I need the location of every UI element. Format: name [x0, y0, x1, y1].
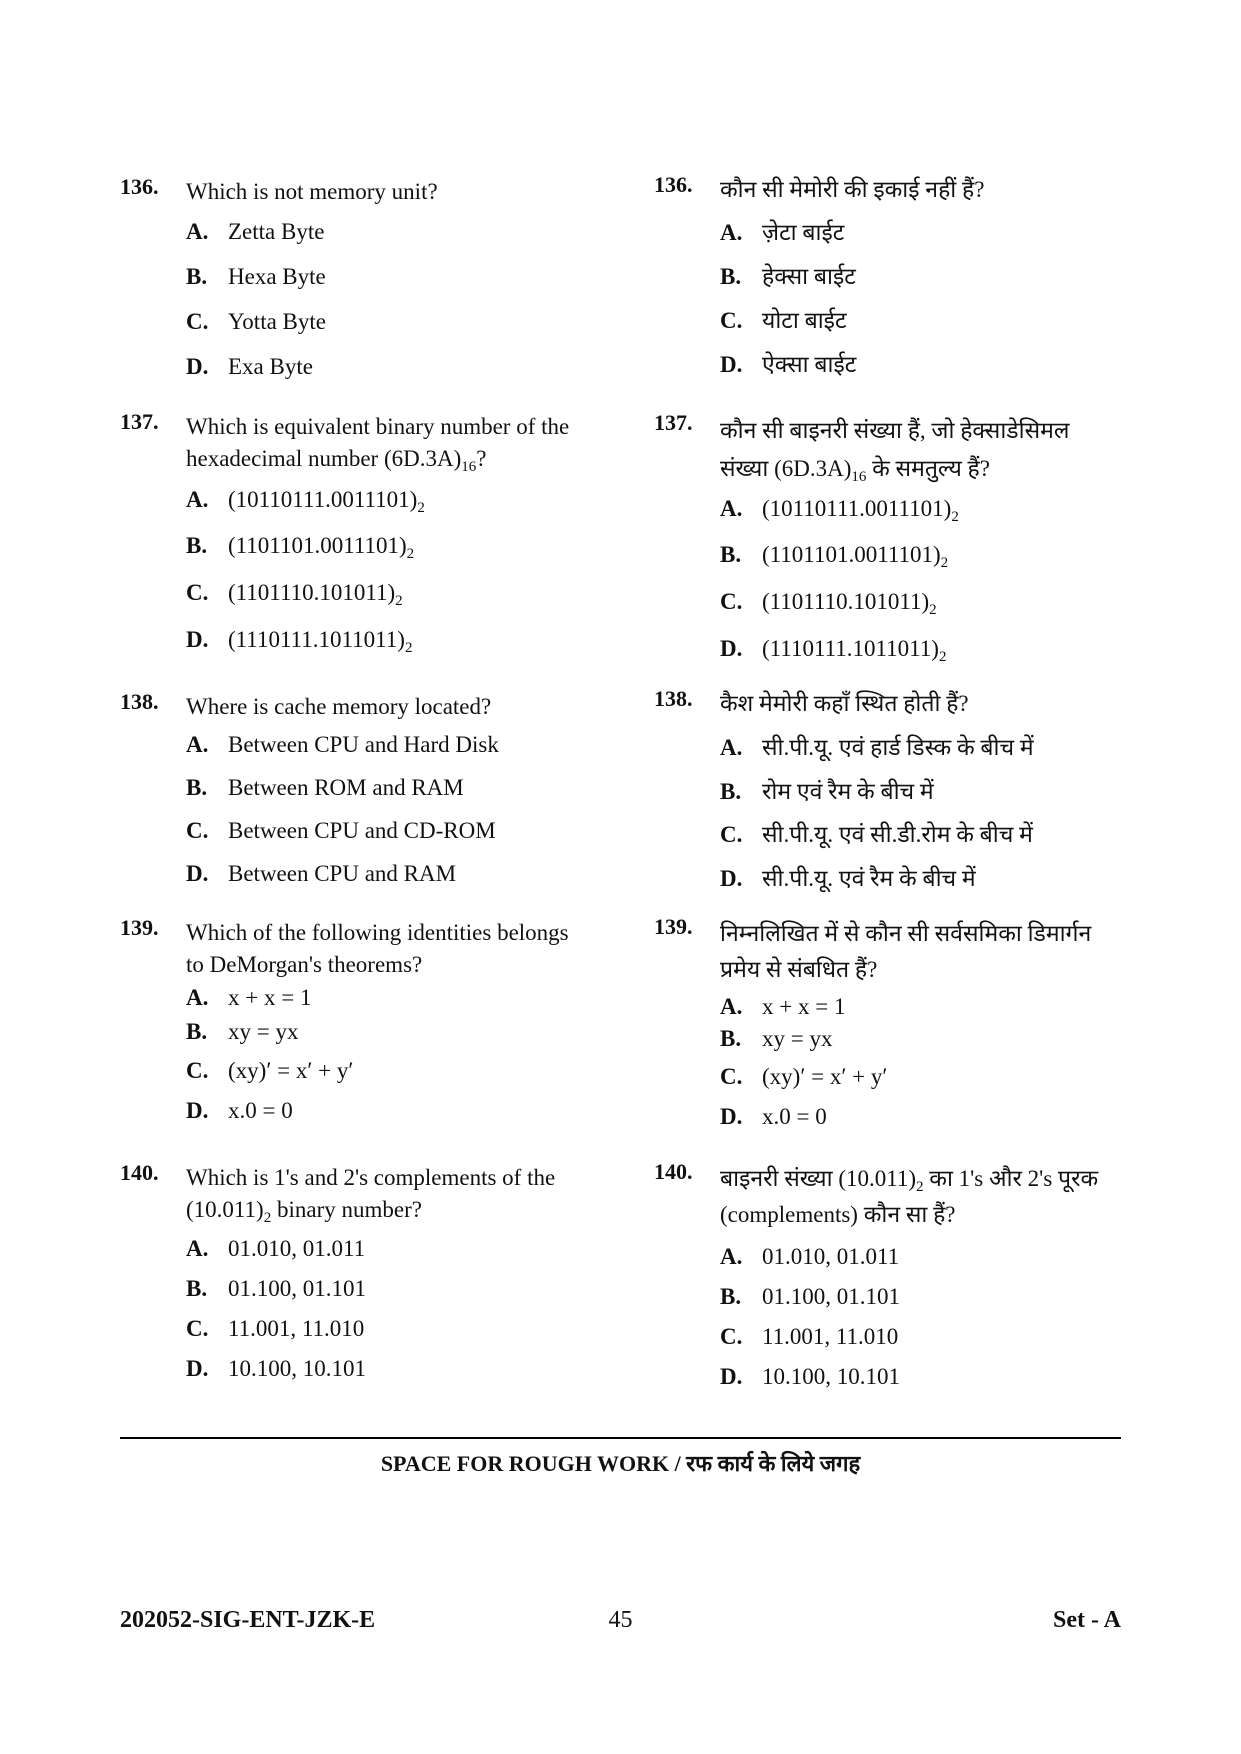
- option-b: B. xy = yx: [186, 1019, 299, 1044]
- question-text: Which of the following identities belongs to DeMorgan's theorems?: [186, 920, 569, 977]
- option-b: B. xy = yx: [720, 1026, 833, 1051]
- question-number: 137.: [120, 409, 159, 434]
- rough-work-heading: SPACE FOR ROUGH WORK / रफ कार्य के लिये जगह: [380, 1451, 861, 1476]
- option-c: C. सी.पी.यू. एवं सी.डी.रोम के बीच में: [720, 822, 1033, 847]
- option-a: A. 01.010, 01.011: [186, 1236, 366, 1261]
- question-number: 138.: [654, 686, 693, 711]
- question-number: 139.: [120, 915, 159, 940]
- option-c: C. $(1101110.101011)_2$: [186, 580, 403, 609]
- option-c: C. Yotta Byte: [186, 309, 326, 334]
- option-d: D. 10.100, 10.101: [720, 1364, 900, 1389]
- question-text: कौन सी मेमोरी की इकाई नहीं हैं?: [720, 177, 985, 202]
- option-d: D. 10.100, 10.101: [186, 1356, 366, 1381]
- question-text: निम्नलिखित में से कौन सी सर्वसमिका डिमार्गन प्रमेय से संबधित हैं?: [720, 921, 1092, 982]
- question-number: 138.: [120, 689, 159, 714]
- option-d: D. Between CPU and RAM: [186, 861, 457, 886]
- option-c: C. (xy)′ = x′ + y′: [186, 1058, 354, 1083]
- question-text: Which is 1's and 2's complements of the $(10.011)_2$ binary number?: [186, 1165, 556, 1226]
- option-c: C. Between CPU and CD-ROM: [186, 818, 496, 843]
- option-a: A. Zetta Byte: [186, 219, 325, 244]
- question-number: 136.: [120, 174, 159, 199]
- paper-code: 202052-SIG-ENT-JZK-E: [120, 1607, 376, 1633]
- option-d: D. x.0 = 0: [720, 1104, 827, 1129]
- question-number: 137.: [654, 410, 693, 435]
- option-c: C. 11.001, 11.010: [720, 1324, 899, 1349]
- option-a: A. x + x = 1: [186, 985, 312, 1010]
- question-number: 139.: [654, 914, 693, 939]
- option-c: C. योटा बाईट: [720, 308, 847, 333]
- question-text: Which is not memory unit?: [186, 179, 438, 204]
- question-text: कैश मेमोरी कहाँ स्थित होती हैं?: [720, 691, 969, 716]
- option-a: A. $(10110111.0011101)_2$: [186, 487, 425, 516]
- option-d: D. x.0 = 0: [186, 1098, 293, 1123]
- question-number: 140.: [654, 1159, 693, 1184]
- option-c: C. (xy)′ = x′ + y′: [720, 1064, 888, 1089]
- question-text: कौन सी बाइनरी संख्या हैं, जो हेक्साडेसिमल संख्या $(6D.3A)_{16}$ के समतुल्य हैं?: [720, 418, 1070, 485]
- option-b: B. 01.100, 01.101: [186, 1276, 366, 1301]
- option-b: B. Between ROM and RAM: [186, 775, 464, 800]
- option-b: B. Hexa Byte: [186, 264, 326, 289]
- question-text: बाइनरी संख्या $(10.011)_2$ का 1's और 2's पूरक (complements) कौन सा हैं?: [720, 1166, 1099, 1227]
- page-number: 45: [608, 1607, 633, 1633]
- option-a: A. ज़ेटा बाईट: [720, 220, 845, 245]
- option-a: A. 01.010, 01.011: [720, 1244, 900, 1269]
- question-number: 136.: [654, 172, 693, 197]
- question-text: Which is equivalent binary number of the hexadecimal number $(6D.3A)_{16}$?: [186, 414, 570, 475]
- option-a: A. सी.पी.यू. एवं हार्ड डिस्क के बीच में: [720, 735, 1034, 760]
- option-b: B. रोम एवं रैम के बीच में: [720, 779, 934, 804]
- question-number: 140.: [120, 1160, 159, 1185]
- option-a: A. $(10110111.0011101)_2$: [720, 496, 959, 525]
- option-b: B. $(1101101.0011101)_2$: [186, 533, 415, 562]
- option-b: B. हेक्सा बाईट: [720, 264, 856, 289]
- option-b: B. $(1101101.0011101)_2$: [720, 542, 949, 571]
- option-c: C. 11.001, 11.010: [186, 1316, 365, 1341]
- option-d: D. Exa Byte: [186, 354, 313, 379]
- option-c: C. $(1101110.101011)_2$: [720, 589, 937, 618]
- option-d: D. $(1110111.1011011)_2$: [186, 627, 413, 656]
- option-a: A. x + x = 1: [720, 994, 846, 1019]
- option-d: D. $(1110111.1011011)_2$: [720, 636, 947, 665]
- option-a: A. Between CPU and Hard Disk: [186, 732, 499, 757]
- option-d: D. ऐक्सा बाईट: [720, 352, 857, 377]
- set-label: Set - A: [1053, 1607, 1121, 1633]
- divider-line: [120, 1437, 1121, 1439]
- option-d: D. सी.पी.यू. एवं रैम के बीच में: [720, 866, 976, 891]
- question-text: Where is cache memory located?: [186, 694, 492, 719]
- option-b: B. 01.100, 01.101: [720, 1284, 900, 1309]
